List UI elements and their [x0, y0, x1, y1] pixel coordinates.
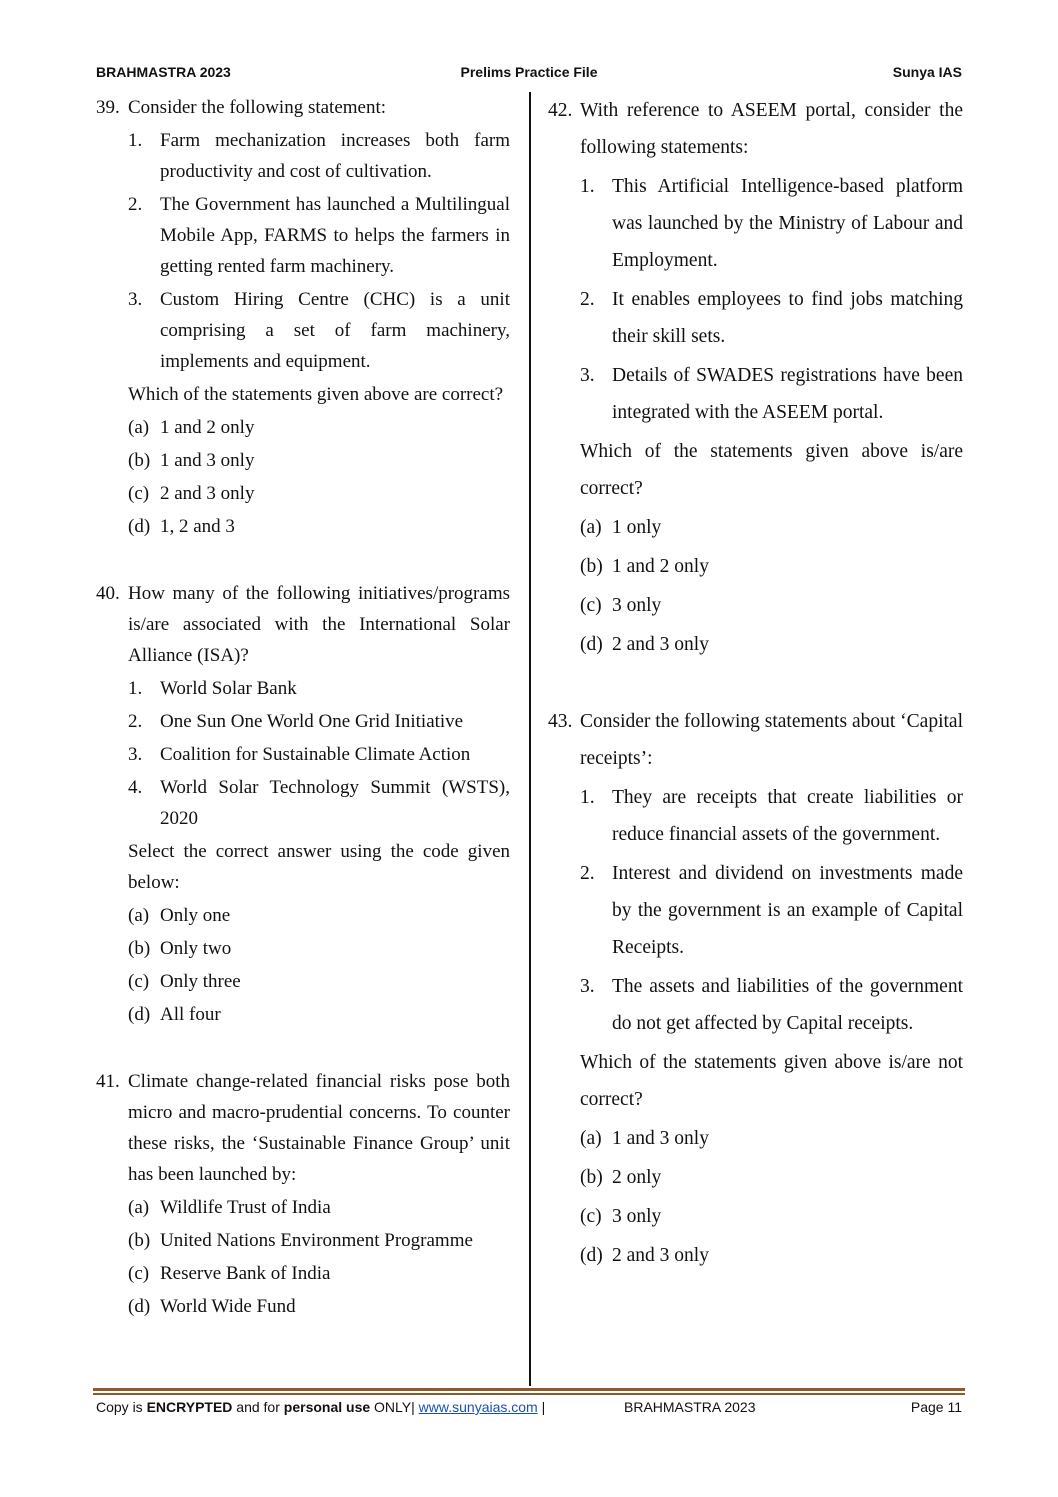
statement-text: Custom Hiring Centre (CHC) is a unit comprising a set of farm machinery, implements and equipment. — [160, 289, 510, 372]
question-number: 40. — [96, 583, 120, 604]
answer-option[interactable] — [128, 1225, 510, 1256]
statement-marker: 2. — [580, 289, 595, 310]
question-stem: Select the correct answer using the code given below: — [128, 841, 510, 893]
option-list — [128, 412, 510, 542]
option-list — [580, 509, 963, 663]
footer-copy: Copy is ENCRYPTED and for personal use ONLY| www.sunyaias.com | — [96, 1399, 546, 1415]
answer-option[interactable] — [128, 933, 510, 964]
statement-item — [128, 284, 510, 377]
question-text: How many of the following initiatives/programs is/are associated with the International Solar Alliance (ISA)? — [128, 583, 510, 666]
option-text: Only two — [160, 938, 232, 959]
footer-title: BRAHMASTRA 2023 — [624, 1399, 756, 1415]
question-text-row — [96, 578, 510, 671]
header-right: Sunya IAS — [892, 64, 962, 80]
statement-text: Farm mechanization increases both farm productivity and cost of cultivation. — [160, 130, 510, 182]
statement-text: It enables employees to find jobs matching their skill sets. — [612, 289, 963, 347]
statement-text: This Artificial Intelligence-based platform was launched by the Ministry of Labour and Employment. — [612, 176, 963, 271]
page-header — [96, 64, 962, 86]
option-text: 2 and 3 only — [612, 1245, 709, 1266]
question-block — [96, 1066, 510, 1322]
option-text: 1 only — [612, 517, 662, 538]
footer-rule — [93, 1388, 965, 1391]
question-number: 39. — [96, 97, 120, 118]
statement-list — [128, 125, 510, 377]
option-marker: (a) — [128, 417, 150, 438]
statement-text: One Sun One World One Grid Initiative — [160, 711, 464, 732]
statement-text: They are receipts that create liabilities or reduce financial assets of the government. — [612, 787, 963, 845]
left-column — [96, 92, 510, 1322]
question-block — [548, 703, 963, 1274]
answer-option[interactable] — [580, 626, 963, 663]
question-text-row — [96, 1066, 510, 1190]
option-text: 1, 2 and 3 — [160, 516, 235, 537]
statement-item — [580, 357, 963, 431]
answer-option[interactable] — [580, 509, 963, 546]
statement-marker: 2. — [128, 711, 143, 732]
option-marker: (d) — [580, 634, 603, 655]
statement-marker: 4. — [128, 777, 143, 798]
footer-website-link[interactable]: www.sunyaias.com — [418, 1399, 538, 1415]
statement-item — [128, 673, 510, 704]
option-text: Only one — [160, 905, 231, 926]
statement-item — [128, 706, 510, 737]
statement-item — [580, 168, 963, 279]
question-stem: Which of the statements given above is/are not correct? — [580, 1052, 963, 1110]
question-block — [96, 578, 510, 1030]
answer-option[interactable] — [580, 1120, 963, 1157]
statement-text: The Government has launched a Multilingual Mobile App, FARMS to helps the farmers in getting rented farm machinery. — [160, 194, 510, 277]
option-list — [580, 1120, 963, 1274]
statement-item — [580, 779, 963, 853]
statement-item — [128, 189, 510, 282]
question-number: 41. — [96, 1071, 120, 1092]
answer-option[interactable] — [128, 445, 510, 476]
statement-marker: 3. — [580, 976, 595, 997]
option-text: All four — [160, 1004, 221, 1025]
option-text: Reserve Bank of India — [160, 1263, 331, 1284]
option-text: 2 only — [612, 1167, 662, 1188]
answer-option[interactable] — [128, 900, 510, 931]
statement-list — [128, 673, 510, 834]
question-number: 42. — [548, 100, 573, 121]
question-gap — [96, 1030, 510, 1066]
option-marker: (c) — [580, 1206, 602, 1227]
option-marker: (a) — [128, 905, 150, 926]
answer-option[interactable] — [128, 478, 510, 509]
statement-marker: 2. — [128, 194, 143, 215]
option-text: 1 and 3 only — [160, 450, 255, 471]
option-marker: (b) — [580, 1167, 603, 1188]
option-text: Only three — [160, 971, 241, 992]
option-list — [128, 900, 510, 1030]
answer-option[interactable] — [580, 1237, 963, 1274]
option-marker: (a) — [580, 517, 602, 538]
option-text: World Wide Fund — [160, 1296, 296, 1317]
option-marker: (d) — [128, 1296, 151, 1317]
option-marker: (b) — [128, 1230, 151, 1251]
option-marker: (d) — [580, 1245, 603, 1266]
option-text: 1 and 2 only — [612, 556, 709, 577]
option-text: United Nations Environment Programme — [160, 1230, 473, 1251]
statement-marker: 3. — [128, 289, 143, 310]
header-left: BRAHMASTRA 2023 — [96, 64, 231, 80]
option-marker: (a) — [580, 1128, 602, 1149]
option-text: Wildlife Trust of India — [160, 1197, 331, 1218]
question-text-row — [96, 92, 510, 123]
option-marker: (d) — [128, 1004, 151, 1025]
option-marker: (b) — [128, 450, 151, 471]
answer-option[interactable] — [580, 548, 963, 585]
statement-marker: 1. — [580, 787, 595, 808]
statement-text: The assets and liabilities of the government do not get affected by Capital receipts. — [612, 976, 963, 1034]
question-text: Consider the following statements about ‘Capital receipts’: — [580, 711, 963, 769]
question-text: Climate change-related financial risks pose both micro and macro-prudential concerns. To counter these risks, the ‘Sustainable Finance Group’ unit has been launched by: — [128, 1071, 510, 1185]
option-text: 1 and 3 only — [612, 1128, 709, 1149]
header-center: Prelims Practice File — [460, 64, 598, 80]
option-marker: (a) — [128, 1197, 150, 1218]
statement-text: Details of SWADES registrations have been integrated with the ASEEM portal. — [612, 365, 963, 423]
option-marker: (b) — [128, 938, 151, 959]
statement-item — [580, 968, 963, 1042]
statement-marker: 1. — [580, 176, 595, 197]
answer-option[interactable] — [580, 1159, 963, 1196]
statement-text: Coalition for Sustainable Climate Action — [160, 744, 471, 765]
statement-item — [128, 739, 510, 770]
answer-option[interactable] — [128, 412, 510, 443]
option-text: 2 and 3 only — [160, 483, 255, 504]
option-marker: (c) — [128, 483, 150, 504]
answer-option[interactable] — [128, 999, 510, 1030]
option-text: 3 only — [612, 1206, 662, 1227]
statement-text: World Solar Technology Summit (WSTS), 2020 — [160, 777, 510, 829]
footer-rule-thin — [93, 1393, 965, 1395]
option-text: 3 only — [612, 595, 662, 616]
answer-option[interactable] — [128, 511, 510, 542]
question-block — [96, 92, 510, 542]
question-text: With reference to ASEEM portal, consider the following statements: — [580, 100, 963, 158]
statement-marker: 3. — [580, 365, 595, 386]
question-stem: Which of the statements given above is/are correct? — [580, 441, 963, 499]
question-gap — [96, 542, 510, 578]
question-number: 43. — [548, 711, 573, 732]
page-footer — [96, 1399, 962, 1421]
statement-item — [580, 855, 963, 966]
question-text: Consider the following statement: — [128, 97, 387, 118]
answer-option[interactable] — [128, 1258, 510, 1289]
answer-option[interactable] — [128, 1192, 510, 1223]
statement-marker: 1. — [128, 130, 143, 151]
statement-item — [128, 125, 510, 187]
option-marker: (c) — [580, 595, 602, 616]
column-divider — [529, 92, 531, 1386]
answer-option[interactable] — [580, 587, 963, 624]
answer-option[interactable] — [128, 966, 510, 997]
option-marker: (b) — [580, 556, 603, 577]
statement-list — [580, 168, 963, 431]
question-gap — [548, 663, 963, 703]
option-list — [128, 1192, 510, 1322]
question-block — [548, 92, 963, 663]
option-text: 2 and 3 only — [612, 634, 709, 655]
page-number: Page 11 — [910, 1399, 962, 1415]
statement-marker: 2. — [580, 863, 595, 884]
statement-item — [580, 281, 963, 355]
statement-marker: 1. — [128, 678, 143, 699]
question-text-row — [548, 92, 963, 166]
question-text-row — [548, 703, 963, 777]
option-marker: (c) — [128, 1263, 150, 1284]
statement-marker: 3. — [128, 744, 143, 765]
statement-item — [128, 772, 510, 834]
option-text: 1 and 2 only — [160, 417, 255, 438]
statement-list — [580, 779, 963, 1042]
option-marker: (c) — [128, 971, 150, 992]
answer-option[interactable] — [128, 1291, 510, 1322]
question-stem: Which of the statements given above are correct? — [128, 384, 504, 405]
statement-text: Interest and dividend on investments made by the government is an example of Capital Receipts. — [612, 863, 963, 958]
answer-option[interactable] — [580, 1198, 963, 1235]
option-marker: (d) — [128, 516, 151, 537]
statement-text: World Solar Bank — [160, 678, 297, 699]
right-column — [548, 92, 963, 1274]
